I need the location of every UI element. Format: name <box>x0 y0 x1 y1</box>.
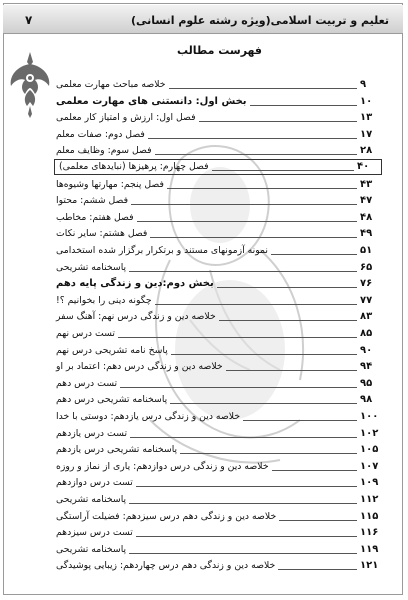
toc-leader-line <box>120 387 357 388</box>
toc-entry <box>54 491 382 507</box>
toc-entry-title: نمونه آزمونهای مستند و برتکرار برگزار شده استخدامی <box>56 245 269 256</box>
toc-leader-line <box>219 320 357 321</box>
toc-entry-title: پاسخنامه تشریحی <box>56 543 127 555</box>
toc-entry <box>54 458 382 474</box>
toc-entry-title: فصل هفتم: مخاطب <box>56 211 134 223</box>
toc-entry-title: پاسخ نامه تشریحی درس نهم <box>56 344 168 356</box>
toc-leader-line <box>226 370 357 371</box>
toc-entry-title: فصل هشتم: سایر نکات <box>56 228 148 240</box>
toc-entry <box>54 142 382 158</box>
toc-entry-title: خلاصه مباحث مهارت معلمی <box>56 79 166 90</box>
toc-entry-title: فصل چهارم: پرهیزها (نبایدهای معلمی) <box>59 161 209 172</box>
toc-entry-page: ۶۵ <box>360 261 373 273</box>
toc-leader-line <box>167 188 357 189</box>
toc-entry-page: ۸۳ <box>360 311 373 323</box>
toc-entry-page: ۴۸ <box>360 211 373 223</box>
toc-entry-page: ۱۰۲ <box>360 427 379 439</box>
toc-entry-page: ۱۱۶ <box>360 527 379 539</box>
toc-leader-line <box>279 520 357 521</box>
toc-entry <box>54 93 382 109</box>
toc-entry <box>54 292 382 308</box>
toc-entry-title: فصل سوم: وظایف معلم <box>56 145 152 157</box>
toc-entry <box>54 126 382 142</box>
toc-entry-title: فصل ششم: محتوا <box>56 195 129 207</box>
toc-leader-line <box>155 154 357 155</box>
toc-entry-title: فصل دوم: صفات معلم <box>56 128 145 140</box>
toc-leader-line <box>148 138 357 139</box>
toc-leader-line <box>129 271 357 272</box>
toc-leader-line <box>271 254 357 255</box>
toc-entry-page: ۹۸ <box>360 394 373 406</box>
toc-heading: فهرست مطالب <box>176 44 262 57</box>
toc-leader-line <box>180 453 357 454</box>
toc-entry <box>54 441 382 457</box>
toc-entry <box>54 109 382 125</box>
toc-entry-title: خلاصه دین و زندگی دهم درس چهاردهم: زیبایی پوشیدگی <box>56 560 276 572</box>
toc-entry <box>54 557 382 573</box>
toc-entry-page: ۴۹ <box>360 228 373 240</box>
toc-entry <box>54 209 382 225</box>
ornament-icon <box>5 50 55 120</box>
toc-entry <box>54 408 382 424</box>
toc-entry <box>54 192 382 208</box>
toc-entry-page: ۱۰۵ <box>360 444 379 456</box>
toc-entry-title: تست درس سیزدهم <box>56 527 133 539</box>
toc-entry <box>54 391 382 407</box>
toc-entry <box>54 308 382 324</box>
page-number: ۷ <box>25 13 33 27</box>
toc-leader-line <box>137 221 357 222</box>
toc-leader-line <box>278 569 357 570</box>
toc-entry-title: فصل اول: ارزش و امتیاز کار معلمی <box>56 112 196 124</box>
toc-entry <box>54 325 382 341</box>
toc-entry-title: تست درس دوازدهم <box>56 477 133 489</box>
toc-entry <box>54 259 382 275</box>
toc-entry-page: ۹۰ <box>360 344 373 356</box>
toc-leader-line <box>131 204 357 205</box>
toc-entry <box>54 176 382 192</box>
toc-entry-page: ۴۳ <box>360 178 373 190</box>
toc-entry-title: چگونه دینی را بخوانیم ؟! <box>56 294 152 306</box>
toc-entry-page: ۱۷ <box>360 128 373 140</box>
toc-entry-page: ۱۰ <box>360 95 373 107</box>
toc-entry-title: بخش دوم:دین و زندگی پایه دهم <box>56 278 214 290</box>
toc-entry <box>54 524 382 540</box>
toc-leader-line <box>150 237 357 238</box>
toc-leader-line <box>243 420 357 421</box>
toc-leader-line <box>199 121 357 122</box>
toc-entry <box>54 541 382 557</box>
toc-entry-page: ۱۳ <box>360 112 373 124</box>
toc-entry-page: ۲۸ <box>360 145 373 157</box>
toc-entry-page: ۱۰۷ <box>360 460 379 472</box>
running-header <box>3 5 403 34</box>
toc-leader-line <box>272 470 357 471</box>
toc-entry-title: تست درس دهم <box>56 377 118 389</box>
toc-entry-title: پاسخنامه تشریحی <box>56 261 127 273</box>
toc-entry-title: تست درس یازدهم <box>56 427 128 439</box>
toc-leader-line <box>155 304 357 305</box>
toc-entry-page: ۹۵ <box>360 377 373 389</box>
toc-entry-page: ۱۰۹ <box>360 477 379 489</box>
toc-leader-line <box>250 105 357 106</box>
toc-leader-line <box>118 337 357 338</box>
toc-leader-line <box>170 403 357 404</box>
toc-entry-page: ۱۰۰ <box>360 411 379 422</box>
toc-entry-page: ۵۱ <box>360 245 373 256</box>
toc-entry-title: پاسخنامه تشریحی درس دهم <box>56 394 168 406</box>
toc-entry <box>54 358 382 374</box>
toc-entry-title: خلاصه دین و زندگی درس نهم: آهنگ سفر <box>56 311 216 323</box>
toc-entry-page: ۴۰ <box>357 161 370 172</box>
toc-leader-line <box>136 536 357 537</box>
toc-entry-title: خلاصه دین و زندگی درس دوازدهم: یاری از نماز و روزه <box>56 460 269 472</box>
toc-entry <box>54 508 382 524</box>
book-title: تعلیم و تربیت اسلامی(ویژه رشته علوم انسانی) <box>131 14 389 27</box>
toc-entry <box>54 225 382 241</box>
toc-entry-page: ۷۶ <box>360 278 373 290</box>
toc-entry-title: بخش اول: دانستنی های مهارت معلمی <box>56 95 247 107</box>
toc-entry-page: ۱۲۱ <box>360 560 379 572</box>
toc-entry-page: ۸۵ <box>360 328 373 339</box>
toc-leader-line <box>169 88 357 89</box>
toc-leader-line <box>129 503 357 504</box>
toc-entry-title: پاسخنامه تشریحی <box>56 494 127 505</box>
toc-entry-title: خلاصه دین و زندگی درس دهم: اعتماد بر او <box>56 361 223 373</box>
toc-entry <box>54 342 382 358</box>
toc-leader-line <box>129 553 357 554</box>
toc-entry-page: ۹۴ <box>360 361 373 373</box>
toc-entry <box>54 76 382 92</box>
toc-leader-line <box>136 486 357 487</box>
toc-entry-page: ۱۱۵ <box>360 510 379 522</box>
toc-entry-page: ۹ <box>360 79 367 90</box>
toc-leader-line <box>171 354 357 355</box>
toc-entry <box>54 159 382 175</box>
toc-entry-page: ۷۷ <box>360 294 373 306</box>
toc-leader-line <box>130 437 357 438</box>
toc-entry-title: خلاصه دین و زندگی درس یازدهم: دوستی با خدا <box>56 411 241 422</box>
toc-leader-line <box>217 287 357 288</box>
toc-entry-title: خلاصه دین و زندگی دهم درس سیزدهم: فضیلت آراستگی <box>56 510 277 522</box>
toc-entry <box>54 474 382 490</box>
toc-entry <box>54 375 382 391</box>
toc-entry-title: پاسخنامه تشریحی درس یازدهم <box>56 444 178 456</box>
toc-leader-line <box>212 170 354 171</box>
toc-entry-page: ۱۱۲ <box>360 494 379 505</box>
toc-entry-title: فصل پنجم: مهارتها وشیوه‌ها <box>56 178 164 190</box>
toc-entry <box>54 425 382 441</box>
toc-entry-page: ۱۱۹ <box>360 543 379 555</box>
toc-entry <box>54 242 382 258</box>
toc-entry-title: تست درس نهم <box>56 328 115 339</box>
toc-entry-page: ۴۷ <box>360 195 373 207</box>
toc-entry <box>54 275 382 291</box>
